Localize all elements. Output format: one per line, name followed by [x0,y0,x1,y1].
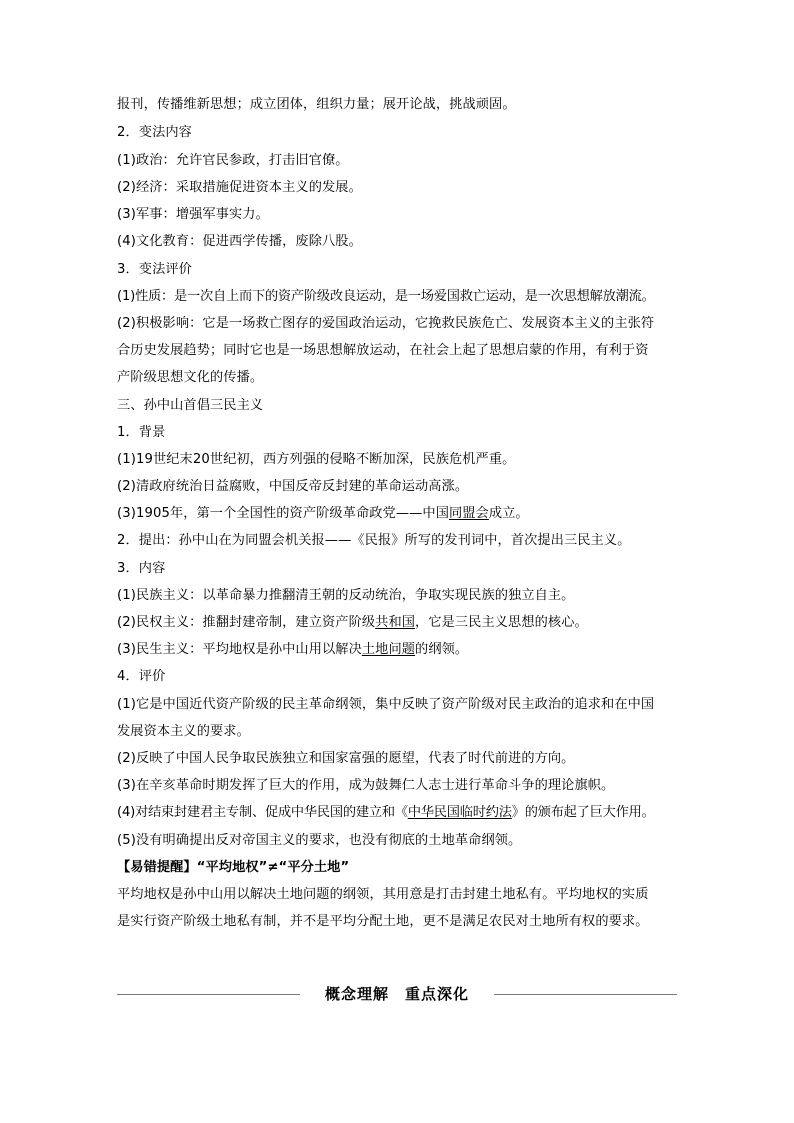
divider-right [494,994,677,995]
underlined-term: 共和国 [375,615,416,630]
text-line: (4)文化教育：促进西学传播，废除八股。 [117,234,362,249]
text-line [117,614,683,632]
subheading: 1．背景 [117,425,166,440]
text-segment: ，它是三民主义思想的核心。 [415,615,588,630]
text-segment: (2)民权主义：推翻封建帝制，建立资产阶级 [117,615,376,630]
text-segment: (3)民生主义：平均地权是孙中山用以解决 [117,642,362,657]
text-line: (2)反映了中国人民争取民族独立和国家富强的愿望，代表了时代前进的方向。 [117,751,575,766]
text-line: (1)它是中国近代资产阶级的民主革命纲领，集中反映了资产阶级对民主政治的追求和在中国 [117,697,655,712]
text-line: (5)没有明确提出反对帝国主义的要求，也没有彻底的土地革命纲领。 [117,833,522,848]
text-segment: 的纲领。 [415,642,469,657]
divider-left [117,994,300,995]
text-segment: (4)对结束封建君主专制、促成中华民国的建立和《 [117,805,408,820]
text-line: 平均地权是孙中山用以解决土地问题的纲领，其用意是打击封建土地私有。平均地权的实质 [117,887,649,902]
text-segment: (3)1905年，第一个全国性的资产阶级革命政党——中国 [117,506,449,521]
text-line: (1)民族主义：以革命暴力推翻清王朝的反动统治，争取实现民族的独立自主。 [117,588,575,603]
section-heading: 三、孙中山首倡三民主义 [117,398,264,413]
text-line: (1)19世纪末20世纪初，西方列强的侵略不断加深，民族危机严重。 [117,452,516,467]
text-line [117,804,683,822]
text-line: 发展资本主义的要求。 [117,724,250,739]
tip-heading: 【易错提醒】“平均地权”≠“平分土地” [117,860,350,875]
text-line: 合历史发展趋势；同时它也是一场思想解放运动，在社会上起了思想启蒙的作用，有利于资 [117,343,649,358]
text-line: 是实行资产阶级土地私有制，并不是平均分配土地，更不是满足农民对土地所有权的要求。 [117,914,649,929]
text-line [117,641,683,659]
subheading: 2．变法内容 [117,125,192,140]
underlined-term: 同盟会 [448,506,489,521]
text-line: (3)军事：增强军事实力。 [117,207,269,222]
text-line: 产阶级思想文化的传播。 [117,370,264,385]
text-line: (1)政治：允许官民参政，打击旧官僚。 [117,153,349,168]
text-segment: 成立。 [488,506,529,521]
text-segment: 》的颁布起了巨大作用。 [511,805,655,820]
underlined-term: 土地问题 [361,642,416,657]
subheading: 3．内容 [117,561,166,576]
text-line: (2)积极影响：它是一场救亡图存的爱国政治运动，它挽救民族危亡、发展资本主义的主张符 [117,316,655,331]
text-line: 报刊，传播维新思想；成立团体，组织力量；展开论战，挑战顽固。 [117,97,516,112]
subheading: 3．变法评价 [117,262,192,277]
section-title: 概念理解 重点深化 [324,985,469,1003]
text-line [117,505,683,523]
text-line: (3)在辛亥革命时期发挥了巨大的作用，成为鼓舞仁人志士进行革命斗争的理论旗帜。 [117,778,615,793]
subheading: 4．评价 [117,669,166,684]
text-line: (2)经济：采取措施促进资本主义的发展。 [117,180,362,195]
text-line: (2)清政府统治日益腐败，中国反帝反封建的革命运动高涨。 [117,479,469,494]
underlined-term: 中华民国临时约法 [407,805,512,820]
text-line: 2．提出：孙中山在为同盟会机关报——《民报》所写的发刊词中，首次提出三民主义。 [117,533,631,548]
text-line: (1)性质：是一次自上而下的资产阶级改良运动，是一场爱国救亡运动，是一次思想解放潮流。 [117,289,655,304]
